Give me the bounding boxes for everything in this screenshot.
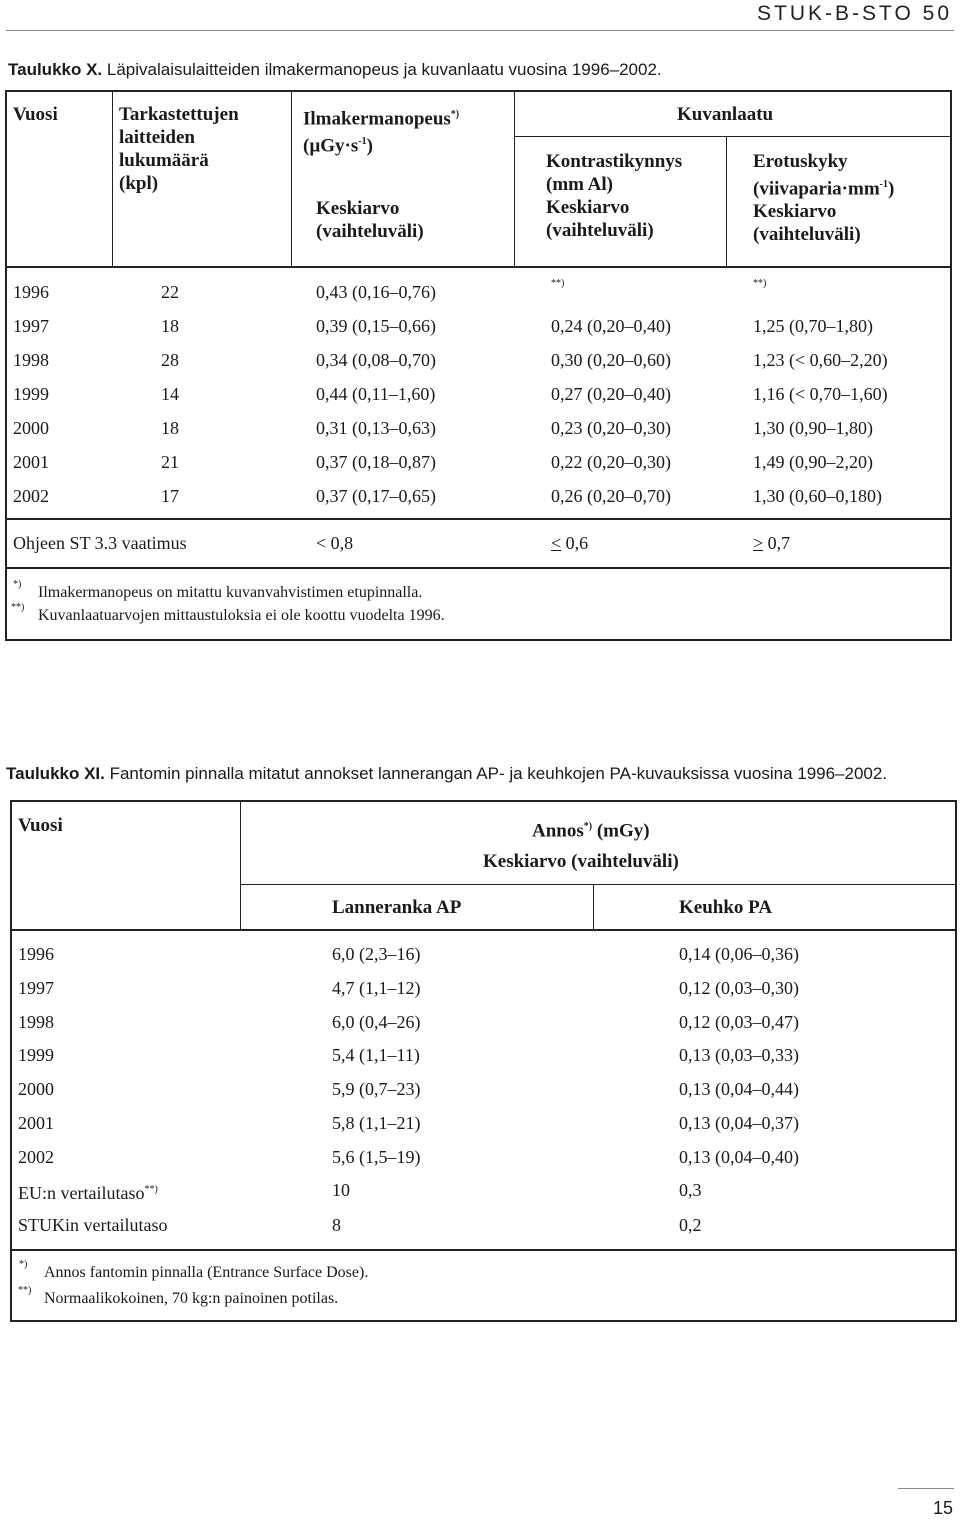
header-line: lukumäärä	[119, 150, 209, 171]
table11-footnote-1: Annos fantomin pinnalla (Entrance Surface Dose).	[44, 1264, 369, 1281]
table10-cell-count: 28	[161, 350, 179, 370]
guide-value: 0,7	[763, 533, 791, 553]
header-line	[303, 103, 459, 130]
table10-cell-kerma: 0,37 (0,17–0,65)	[316, 486, 436, 506]
table11-eu-lung: 0,3	[679, 1180, 702, 1200]
table11-cell-year: 1998	[18, 1011, 54, 1032]
footnote-mark: *)	[450, 109, 460, 120]
table11-cell-year: 2001	[18, 1113, 54, 1133]
header-line: (vaihteluväli)	[753, 224, 861, 246]
table10-cell-kerma: 0,34 (0,08–0,70)	[316, 350, 436, 370]
table10-cell-count: 17	[161, 486, 179, 506]
table11-caption-label: Taulukko XI.	[6, 764, 105, 783]
ge-symbol: >	[753, 533, 764, 553]
table10-hline	[5, 266, 952, 268]
header-line: (vaihteluväli)	[546, 220, 654, 241]
guide-value: 0,6	[561, 533, 589, 553]
table11-cell-lung: 0,14 (0,06–0,36)	[679, 944, 799, 964]
unit-exponent: -1	[358, 136, 367, 148]
table11-stuk-label: STUKin vertailutaso	[18, 1215, 168, 1235]
dose-unit: (mGy)	[592, 820, 650, 842]
table10-header-kerma-sub	[316, 197, 424, 243]
table11-cell-lumbar: 5,4 (1,1–11)	[332, 1045, 420, 1066]
table11-cell-lung: 0,13 (0,04–0,40)	[679, 1146, 799, 1167]
table11-cell-year: 2002	[18, 1146, 54, 1167]
footer-rule	[898, 1488, 954, 1489]
table11-caption	[6, 764, 887, 784]
table10-header-contrast	[546, 150, 682, 242]
table10-cell-resolution: 1,30 (0,90–1,80)	[753, 418, 873, 438]
table11-header-year: Vuosi	[18, 815, 63, 836]
table10-cell-year: 1998	[13, 350, 49, 370]
table10-cell-year: 2000	[13, 418, 49, 438]
table11-cell-lung: 0,13 (0,04–0,44)	[679, 1079, 799, 1100]
table11-vline	[240, 800, 241, 930]
table10-vline	[726, 136, 727, 267]
res-unit-close: )	[888, 178, 895, 200]
table10-cell-resolution: 1,25 (0,70–1,80)	[753, 316, 873, 336]
table10-header-count	[119, 103, 239, 195]
table10-cell-contrast: 0,22 (0,20–0,30)	[551, 452, 671, 472]
table10-vline	[514, 90, 515, 267]
table11-cell-lung: 0,12 (0,03–0,30)	[679, 977, 799, 998]
kerma-unit-close: )	[366, 135, 373, 157]
table11-stuk-lung: 0,2	[679, 1215, 702, 1235]
header-line: Keskiarvo	[753, 201, 837, 223]
table11-cell-lumbar: 6,0 (0,4–26)	[332, 1011, 421, 1032]
table11-cell-lumbar: 5,6 (1,5–19)	[332, 1146, 421, 1167]
table11-cell-lumbar: 6,0 (2,3–16)	[332, 944, 421, 964]
table10-guide-label: Ohjeen ST 3.3 vaatimus	[13, 533, 187, 553]
footnote-mark: **)	[144, 1184, 158, 1195]
eu-label-text: EU:n vertailutaso	[18, 1183, 145, 1203]
table10-cell-kerma: 0,39 (0,15–0,66)	[316, 316, 436, 336]
footnote-mark: **)	[11, 602, 25, 613]
table10-header-resolution	[753, 150, 894, 246]
table11-header-mean: Keskiarvo (vaihteluväli)	[483, 851, 679, 872]
unit-exponent: -1	[879, 179, 888, 190]
table10-header-kerma	[303, 103, 459, 158]
table10-cell-resolution: 1,49 (0,90–2,20)	[753, 452, 873, 472]
table10-cell-year: 1997	[13, 316, 49, 336]
table10-caption-label: Taulukko X.	[8, 60, 103, 79]
table10-cell-kerma: 0,31 (0,13–0,63)	[316, 418, 436, 438]
table10-hline	[5, 518, 952, 520]
table10-vline	[291, 90, 292, 267]
table10-cell-kerma: 0,37 (0,18–0,87)	[316, 452, 436, 472]
table11-hline	[10, 929, 957, 931]
header-line: laitteiden	[119, 127, 195, 148]
table10-hline	[5, 567, 952, 569]
table10-cell-year: 1999	[13, 384, 49, 404]
table10-cell-contrast: **)	[551, 278, 565, 289]
table10-guide-kerma: < 0,8	[316, 533, 354, 553]
footnote-mark: *)	[19, 1259, 28, 1270]
table10-cell-resolution: **)	[753, 278, 767, 289]
table11-hline	[240, 884, 955, 885]
table10-footnote-1: Ilmakermanopeus on mitattu kuvanvahvistimen etupinnalla.	[38, 584, 423, 601]
footnote-mark: **)	[18, 1285, 32, 1296]
table10-caption-text: Läpivalaisulaitteiden ilmakermanopeus ja kuvanlaatu vuosina 1996–2002.	[102, 60, 662, 79]
table10-cell-resolution: 1,23 (< 0,60–2,20)	[753, 350, 888, 370]
table11-cell-year: 1997	[18, 977, 54, 998]
table10-cell-count: 14	[161, 384, 179, 404]
table11-header-lung: Keuhko PA	[679, 897, 773, 918]
page-number: 15	[933, 1498, 954, 1518]
table11-cell-lung: 0,13 (0,04–0,37)	[679, 1113, 799, 1133]
table10-cell-year: 2002	[13, 486, 49, 506]
table10-cell-year: 1996	[13, 282, 49, 302]
table10-cell-count: 18	[161, 418, 179, 438]
table10-guide-contrast	[551, 532, 588, 554]
table10-cell-count: 21	[161, 452, 179, 472]
table10-footnote-2: Kuvanlaatuarvojen mittaustuloksia ei ole koottu vuodelta 1996.	[38, 607, 445, 624]
table10-cell-contrast: 0,23 (0,20–0,30)	[551, 418, 671, 438]
table11-cell-year: 2000	[18, 1079, 54, 1100]
header-line	[753, 173, 894, 200]
running-header: STUK-B-STO 50	[757, 2, 952, 25]
header-line: Erotuskyky	[753, 151, 848, 172]
table10-header-quality: Kuvanlaatu	[677, 104, 774, 125]
table11-caption-text: Fantomin pinnalla mitatut annokset lannerangan AP- ja keuhkojen PA-kuvauksissa vuosina 1996–2002.	[104, 764, 888, 783]
kerma-unit: (µGy·s	[303, 135, 359, 157]
table10-hline	[514, 136, 950, 137]
table11	[10, 800, 957, 1322]
table11-header-dose	[532, 815, 650, 842]
table10-cell-contrast: 0,24 (0,20–0,40)	[551, 316, 671, 336]
table11-header-lumbar: Lanneranka AP	[332, 897, 462, 918]
table10-cell-contrast: 0,26 (0,20–0,70)	[551, 486, 671, 506]
table11-vline	[593, 884, 594, 930]
header-line: (mm Al)	[546, 174, 614, 195]
table10-cell-count: 22	[161, 282, 179, 302]
table10-cell-contrast: 0,27 (0,20–0,40)	[551, 384, 671, 404]
table10-vline	[112, 90, 113, 267]
table11-cell-lumbar: 5,9 (0,7–23)	[332, 1079, 421, 1100]
le-symbol: <	[551, 533, 562, 553]
header-line: Tarkastettujen	[119, 104, 239, 125]
header-line: Keskiarvo	[546, 197, 630, 218]
table11-cell-lung: 0,12 (0,03–0,47)	[679, 1011, 799, 1032]
table11-cell-lumbar: 5,8 (1,1–21)	[332, 1113, 421, 1133]
header-rule	[6, 30, 954, 31]
table11-hline	[10, 1249, 957, 1251]
res-unit: (viivaparia·mm	[753, 178, 880, 200]
table10-guide-resolution	[753, 532, 790, 554]
table10-caption	[8, 60, 662, 80]
kerma-title: Ilmakermanopeus	[303, 108, 451, 130]
table11-footnote-2: Normaalikokoinen, 70 kg:n painoinen potilas.	[44, 1290, 339, 1307]
dose-title: Annos	[532, 820, 584, 842]
footnote-mark: *)	[583, 821, 593, 832]
table11-cell-year: 1996	[18, 944, 54, 964]
table11-cell-lung: 0,13 (0,03–0,33)	[679, 1045, 799, 1066]
table10-header-year: Vuosi	[13, 104, 58, 125]
header-line: (kpl)	[119, 173, 159, 194]
table10-cell-year: 2001	[13, 452, 49, 472]
header-line: Keskiarvo	[316, 198, 400, 219]
table11-stuk-lumbar: 8	[332, 1215, 341, 1235]
table10-cell-kerma: 0,43 (0,16–0,76)	[316, 282, 436, 302]
table10-cell-count: 18	[161, 316, 179, 336]
table10-cell-resolution: 1,30 (0,60–0,180)	[753, 486, 882, 506]
header-line: (vaihteluväli)	[316, 221, 424, 242]
table10-cell-contrast: 0,30 (0,20–0,60)	[551, 350, 671, 370]
footnote-mark: *)	[13, 579, 22, 590]
header-line	[303, 130, 459, 157]
table10-cell-kerma: 0,44 (0,11–1,60)	[316, 384, 436, 404]
header-line: Kontrastikynnys	[546, 151, 683, 172]
table11-cell-year: 1999	[18, 1045, 54, 1066]
table11-eu-label	[18, 1179, 158, 1204]
table10-cell-resolution: 1,16 (< 0,70–1,60)	[753, 384, 888, 404]
table11-cell-lumbar: 4,7 (1,1–12)	[332, 977, 421, 998]
table11-eu-lumbar: 10	[332, 1180, 350, 1200]
